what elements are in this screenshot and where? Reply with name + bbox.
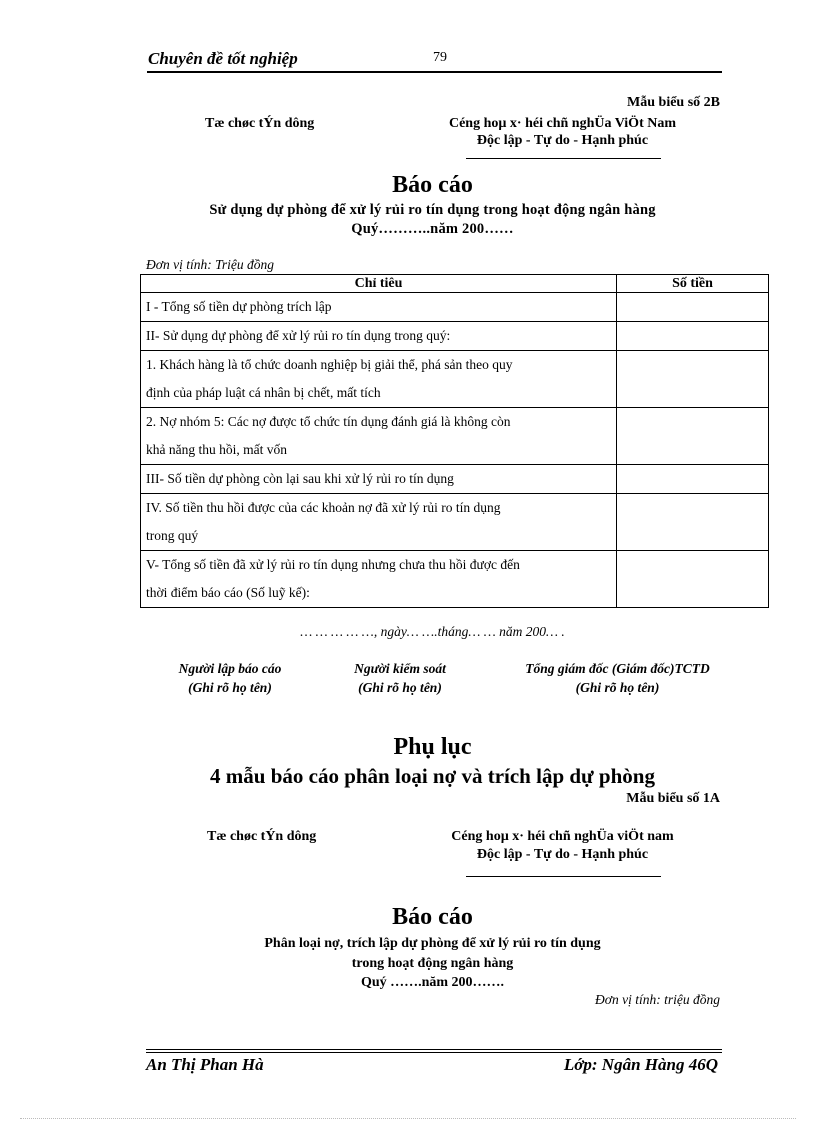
table-header-row bbox=[141, 275, 769, 293]
column-header-indicator: Chỉ tiêu bbox=[141, 275, 617, 293]
row-amount bbox=[617, 351, 769, 408]
footer-author: An Thị Phan Hà bbox=[146, 1055, 264, 1074]
appendix-republic: Céng hoµ x· héi chñ nghÜa viÖt nam bbox=[451, 829, 674, 844]
signature-role: Người kiểm soát bbox=[354, 661, 446, 676]
date-line: … … … … …, ngày… ….tháng… … năm 200… . bbox=[300, 624, 565, 639]
row-text: III- Số tiền dự phòng còn lại sau khi xử lý rủi ro tín dụng bbox=[146, 471, 454, 486]
row-amount bbox=[617, 322, 769, 351]
row-text-cont: định của pháp luật cá nhân bị chết, mất tích bbox=[146, 385, 381, 400]
table-row bbox=[141, 351, 769, 408]
row-text: IV. Số tiền thu hồi được của các khoản nợ đã xử lý rủi ro tín dụng bbox=[146, 500, 501, 515]
page-number: 79 bbox=[433, 50, 447, 65]
row-amount bbox=[617, 465, 769, 494]
signature-note: (Ghi rõ họ tên) bbox=[188, 680, 272, 695]
row-text: I - Tổng số tiền dự phòng trích lập bbox=[146, 299, 332, 314]
row-text: II- Sử dụng dự phòng để xử lý rủi ro tín dụng trong quý: bbox=[146, 328, 451, 343]
table-row bbox=[141, 551, 769, 608]
signature-role: Người lập báo cáo bbox=[178, 661, 282, 676]
row-text: 2. Nợ nhóm 5: Các nợ được tổ chức tín dụng đánh giá là không còn bbox=[146, 414, 511, 429]
column-header-amount: Số tiền bbox=[617, 275, 769, 293]
row-text: 1. Khách hàng là tổ chức doanh nghiệp bị giải thể, phá sản theo quy bbox=[146, 357, 513, 372]
unit-label: Đơn vị tính: Triệu đồng bbox=[146, 257, 274, 272]
report-title: Báo cáo bbox=[392, 172, 473, 198]
row-text: V- Tổng số tiền đã xử lý rủi ro tín dụng nhưng chưa thu hồi được đến bbox=[146, 557, 520, 572]
header-title: Chuyên đề tốt nghiệp bbox=[148, 49, 298, 68]
org-label: Tæ chøc tÝn dông bbox=[205, 116, 315, 131]
table-row bbox=[141, 494, 769, 551]
footer-rule-bottom bbox=[146, 1052, 722, 1053]
signature-role: Tổng giám đốc (Giám đốc)TCTD bbox=[525, 661, 710, 676]
appendix-line1: Phân loại nợ, trích lập dự phòng để xử lý rủi ro tín dụng bbox=[264, 936, 601, 951]
signature-note: (Ghi rõ họ tên) bbox=[358, 680, 442, 695]
header-rule bbox=[147, 71, 722, 73]
table-row bbox=[141, 465, 769, 494]
report-subtitle: Sử dụng dự phòng để xử lý rủi ro tín dụng trong hoạt động ngân hàng bbox=[209, 202, 656, 218]
footer-class: Lớp: Ngân Hàng 46Q bbox=[563, 1055, 718, 1074]
row-text-cont: trong quý bbox=[146, 528, 199, 543]
signature-preparer bbox=[150, 659, 310, 697]
row-amount bbox=[617, 293, 769, 322]
appendix-motto-underline bbox=[466, 876, 661, 877]
table-row bbox=[141, 322, 769, 351]
row-amount bbox=[617, 408, 769, 465]
form-code: Mẫu biểu số 2B bbox=[627, 95, 720, 110]
appendix-title: Phụ lục bbox=[393, 734, 472, 760]
appendix-subtitle: 4 mẫu báo cáo phân loại nợ và trích lập dự phòng bbox=[210, 764, 655, 788]
appendix-report-title: Báo cáo bbox=[392, 904, 473, 930]
row-amount bbox=[617, 551, 769, 608]
republic-label: Céng hoµ x· héi chñ nghÜa ViÖt Nam bbox=[448, 116, 677, 131]
footer-rule-top bbox=[146, 1049, 722, 1050]
signature-controller bbox=[320, 659, 480, 697]
appendix-period: Quý …….năm 200……. bbox=[360, 975, 505, 990]
report-period: Quý………..năm 200…… bbox=[351, 221, 514, 237]
table-row bbox=[141, 408, 769, 465]
motto-underline bbox=[466, 158, 661, 159]
row-text-cont: khả năng thu hồi, mất vốn bbox=[146, 442, 287, 457]
signature-director bbox=[495, 659, 740, 697]
page-edge bbox=[20, 1118, 796, 1119]
appendix-motto: Độc lập - Tự do - Hạnh phúc bbox=[476, 847, 649, 862]
appendix-line2: trong hoạt động ngân hàng bbox=[351, 956, 514, 971]
row-text-cont: thời điểm báo cáo (Số luỹ kế): bbox=[146, 585, 310, 600]
appendix-unit: Đơn vị tính: triệu đồng bbox=[595, 992, 720, 1007]
row-amount bbox=[617, 494, 769, 551]
table-row bbox=[141, 293, 769, 322]
appendix-form-code: Mẫu biểu số 1A bbox=[626, 791, 720, 806]
motto: Độc lập - Tự do - Hạnh phúc bbox=[476, 133, 649, 148]
appendix-org-label: Tæ chøc tÝn dông bbox=[207, 829, 317, 844]
report-table bbox=[140, 274, 769, 608]
signature-note: (Ghi rõ họ tên) bbox=[575, 680, 660, 695]
